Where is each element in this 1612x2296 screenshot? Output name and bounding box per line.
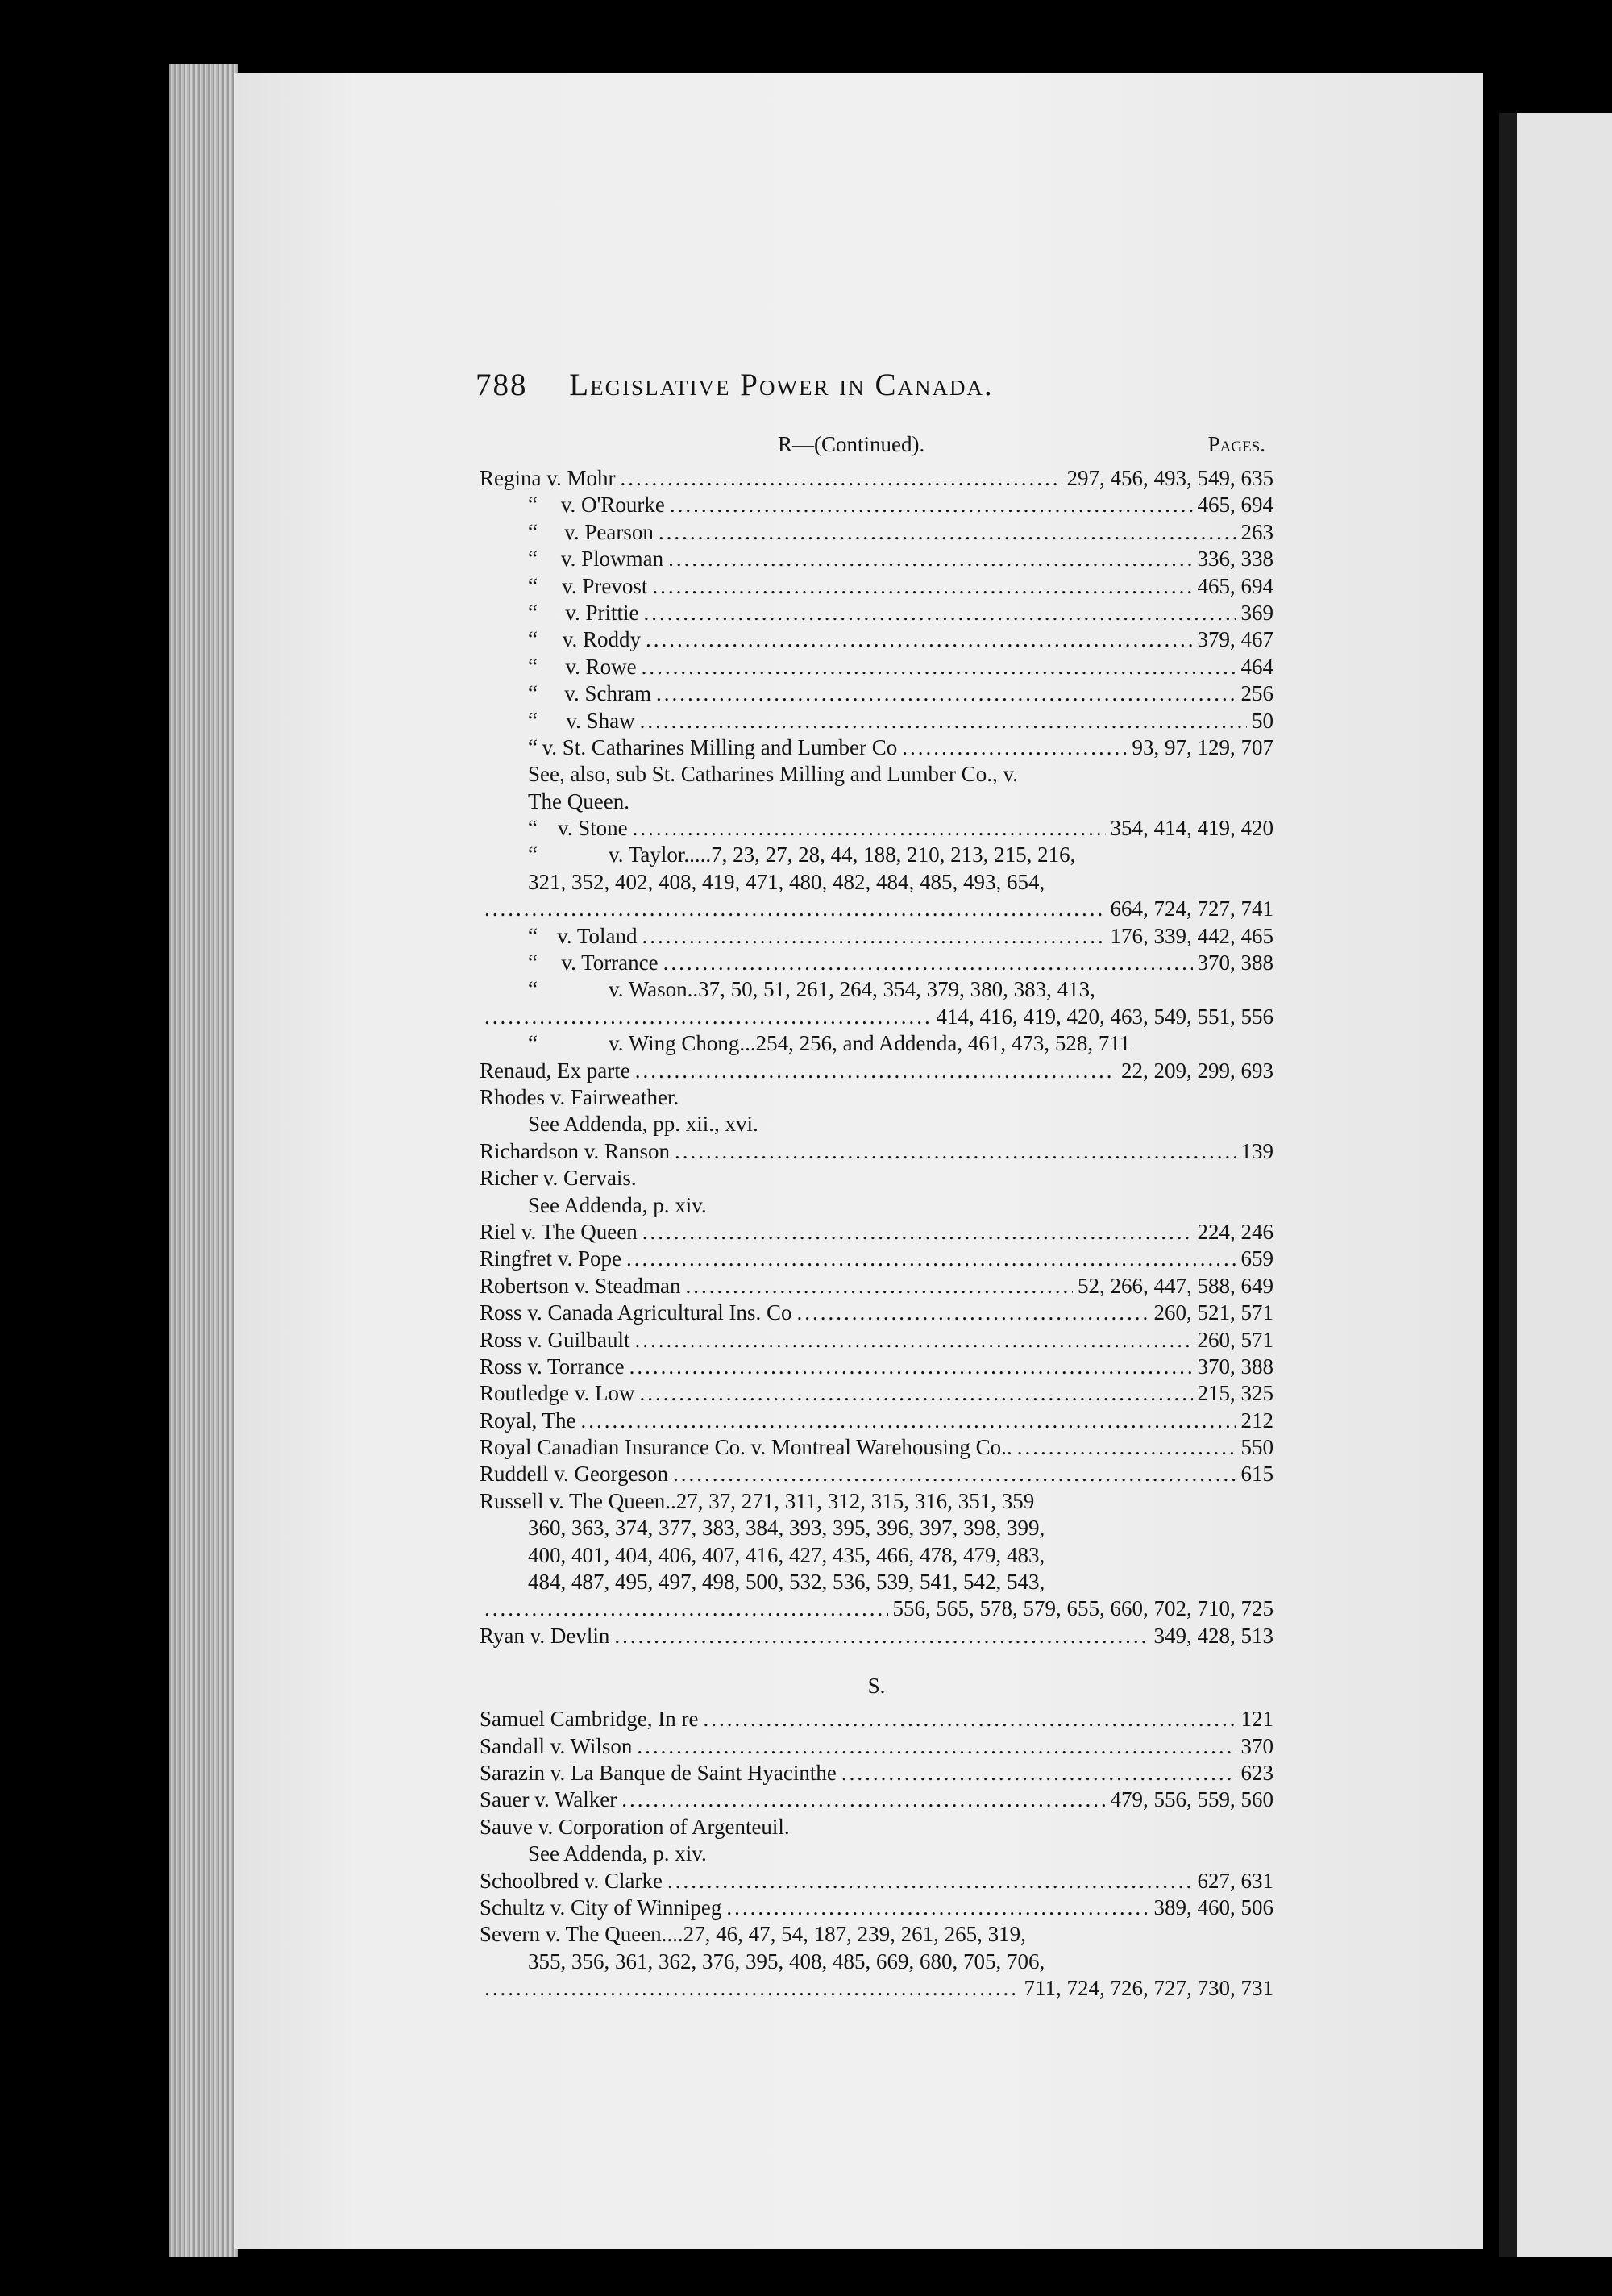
entry-title: Ross v. Torrance — [480, 1354, 625, 1379]
entry-title: Rhodes v. Fairweather. — [480, 1084, 679, 1109]
index-entry — [480, 1058, 1273, 1084]
entry-pages: 615 — [1240, 1462, 1273, 1487]
ditto-mark: “ — [528, 573, 538, 598]
see-reference: See Addenda, pp. xii., xvi. — [528, 1112, 758, 1137]
index-entry — [480, 842, 1273, 868]
ditto-mark: “ — [528, 977, 538, 1002]
index-entry — [480, 1488, 1273, 1515]
ditto-mark: “ — [528, 950, 538, 975]
entry-title: Robertson v. Steadman — [480, 1273, 681, 1298]
leader-dots — [629, 1354, 1193, 1380]
entry-pages: 659 — [1240, 1246, 1273, 1271]
entry-pages: 50 — [1252, 708, 1273, 733]
leader-dots — [580, 1408, 1236, 1434]
leader-dots — [685, 1273, 1073, 1300]
entry-title: v. Toland — [557, 923, 638, 948]
leader-dots — [637, 1733, 1236, 1760]
index-entry — [480, 1921, 1273, 1948]
leader-dots — [902, 734, 1127, 761]
ditto-mark: “ — [528, 681, 538, 706]
index-entry — [480, 600, 1273, 626]
ditto-mark: “ — [528, 654, 538, 679]
leader-dots — [668, 546, 1192, 572]
index-entry — [480, 734, 1273, 761]
entry-pages: 349, 428, 513 — [1153, 1623, 1273, 1648]
entry-title: Ross v. Guilbault — [480, 1327, 630, 1352]
entry-pages: 627, 631 — [1197, 1868, 1273, 1893]
entry-title: v. Torrance — [561, 950, 659, 975]
ditto-mark: “ — [528, 493, 538, 518]
continuation-line: 484, 487, 495, 497, 498, 500, 532, 536, 539, 541, 542, 543, — [528, 1570, 1045, 1595]
page-number: 788 — [476, 368, 528, 402]
index-entry — [480, 1733, 1273, 1760]
index-entry — [480, 1004, 1273, 1030]
continuation-line: 321, 352, 402, 408, 419, 471, 480, 482, 484, 485, 493, 654, — [528, 869, 1045, 894]
entry-title: Russell v. The Queen..27, 37, 271, 311, 312, 315, 316, 351, 359 — [480, 1488, 1035, 1513]
entry-pages: 263 — [1240, 519, 1273, 544]
index-entry — [480, 1327, 1273, 1354]
leader-dots — [796, 1300, 1149, 1326]
entry-title: Royal, The — [480, 1408, 576, 1433]
index-entry — [480, 1814, 1273, 1841]
running-title: Legislative Power in Canada. — [569, 368, 994, 402]
entry-pages: 139 — [1240, 1138, 1273, 1163]
index-entry — [480, 1975, 1273, 2002]
index-entry — [480, 1300, 1273, 1326]
leader-dots — [726, 1895, 1149, 1921]
entry-pages: 414, 416, 419, 420, 463, 549, 551, 556 — [936, 1004, 1273, 1029]
entry-title: Routledge v. Low — [480, 1381, 635, 1406]
entry-title: Regina v. Mohr — [480, 466, 616, 490]
entry-title: Samuel Cambridge, In re — [480, 1707, 699, 1732]
index-entry — [480, 1706, 1273, 1732]
page-edge-stack — [169, 64, 238, 2257]
entry-title: Sauer v. Walker — [480, 1787, 617, 1812]
entry-pages: 465, 694 — [1197, 573, 1273, 598]
entry-pages: 623 — [1240, 1760, 1273, 1785]
entry-title: v. Wason..37, 50, 51, 261, 264, 354, 379, 380, 383, 413, — [609, 977, 1095, 1002]
entry-pages: 711, 724, 726, 727, 730, 731 — [1024, 1976, 1273, 2001]
leader-dots — [484, 1595, 888, 1622]
entry-title: Royal Canadian Insurance Co. v. Montreal Warehousing Co.. — [480, 1435, 1012, 1460]
entry-title: v. Taylor.....7, 23, 27, 28, 44, 188, 210, 213, 215, 216, — [609, 842, 1076, 867]
entry-title: Ross v. Canada Agricultural Ins. Co — [480, 1300, 792, 1325]
leader-dots — [670, 492, 1193, 518]
entry-pages: 121 — [1240, 1707, 1273, 1732]
leader-dots — [621, 1786, 1105, 1813]
index-entry — [480, 1623, 1273, 1649]
index-entry — [480, 1030, 1273, 1057]
see-reference: See Addenda, p. xiv. — [528, 1192, 707, 1217]
leader-dots — [620, 465, 1062, 492]
entry-pages: 370 — [1240, 1733, 1273, 1758]
entry-title: v. Prittie — [565, 600, 639, 625]
continuation-line: The Queen. — [528, 788, 629, 813]
see-reference: See, also, sub St. Catharines Milling and Lumber Co., v. — [528, 762, 1018, 787]
ditto-mark: “ — [528, 708, 538, 733]
leader-dots — [639, 1380, 1192, 1407]
leader-dots — [642, 1219, 1193, 1246]
leader-dots — [614, 1623, 1149, 1649]
continuation-line: 355, 356, 361, 362, 376, 395, 408, 485, 669, 680, 705, 706, — [528, 1949, 1045, 1974]
entry-pages: 464 — [1240, 654, 1273, 679]
entry-pages: 664, 724, 727, 741 — [1110, 896, 1273, 921]
entry-pages: 260, 521, 571 — [1153, 1300, 1273, 1325]
index-entry — [480, 1595, 1273, 1622]
index-entry — [480, 976, 1273, 1003]
entry-pages: 336, 338 — [1197, 547, 1273, 572]
entry-title: v. St. Catharines Milling and Lumber Co — [542, 734, 898, 759]
index-entry — [480, 654, 1273, 680]
entry-pages: 479, 556, 559, 560 — [1110, 1787, 1273, 1812]
leader-dots — [646, 626, 1193, 653]
index-entry — [480, 1246, 1273, 1272]
index-entry — [480, 1354, 1273, 1380]
section-r-header — [480, 431, 1273, 465]
entry-title: Renaud, Ex parte — [480, 1058, 630, 1083]
leader-dots — [841, 1760, 1236, 1786]
entry-pages: 389, 460, 506 — [1153, 1895, 1273, 1920]
index-entry — [480, 815, 1273, 842]
entry-pages: 556, 565, 578, 579, 655, 660, 702, 710, 725 — [892, 1596, 1273, 1621]
leader-dots — [635, 1058, 1116, 1084]
entry-pages: 297, 456, 493, 549, 635 — [1066, 466, 1273, 490]
index-content — [480, 367, 1273, 2002]
index-entry — [480, 1868, 1273, 1895]
leader-dots — [703, 1706, 1236, 1732]
entry-pages: 260, 571 — [1197, 1327, 1273, 1352]
leader-dots — [633, 815, 1106, 842]
index-entry — [480, 950, 1273, 976]
entry-title: v. Schram — [564, 681, 651, 706]
index-entry — [480, 492, 1273, 518]
entry-pages: 369 — [1240, 600, 1273, 625]
pages-column-label: Pages. — [1207, 432, 1265, 456]
ditto-mark: “ — [528, 816, 538, 841]
entry-title: v. Rowe — [565, 654, 637, 679]
leader-dots — [659, 519, 1236, 546]
ditto-mark: “ — [528, 519, 538, 544]
index-entry — [480, 1895, 1273, 1921]
entry-title: v. Stone — [557, 816, 628, 841]
index-entry — [480, 626, 1273, 653]
leader-dots — [640, 708, 1247, 734]
ditto-mark: “ — [528, 1031, 538, 1056]
index-entry — [480, 1434, 1273, 1461]
ditto-mark: “ — [528, 600, 538, 625]
leader-dots — [642, 654, 1236, 680]
entry-pages: 465, 694 — [1197, 493, 1273, 518]
ditto-mark: “ — [528, 627, 538, 652]
leader-dots — [642, 923, 1106, 950]
entry-pages: 370, 388 — [1197, 1354, 1273, 1379]
entry-pages: 354, 414, 419, 420 — [1110, 816, 1273, 841]
entry-title: v. Shaw — [566, 708, 635, 733]
entry-pages: 176, 339, 442, 465 — [1110, 923, 1273, 948]
section-r-heading: R—(Continued). — [778, 432, 925, 456]
entry-title: v. Plowman — [560, 547, 664, 572]
section-r-entries — [480, 465, 1273, 1649]
index-entry — [480, 896, 1273, 922]
see-reference: See Addenda, p. xiv. — [528, 1841, 707, 1866]
leader-dots — [652, 573, 1192, 600]
index-entry — [480, 1380, 1273, 1407]
index-entry — [480, 1165, 1273, 1192]
index-entry — [480, 1408, 1273, 1434]
entry-pages: 379, 467 — [1197, 627, 1273, 652]
index-entry — [480, 1138, 1273, 1165]
facing-page-edge — [1499, 113, 1612, 2257]
entry-title: Richardson v. Ranson — [480, 1138, 670, 1163]
leader-dots — [635, 1327, 1193, 1354]
leader-dots — [673, 1461, 1236, 1487]
entry-title: Sandall v. Wilson — [480, 1733, 633, 1758]
section-s-entries — [480, 1706, 1273, 2002]
entry-title: v. Roddy — [562, 627, 641, 652]
ditto-mark: “ — [528, 842, 538, 867]
entry-pages: 550 — [1240, 1435, 1273, 1460]
entry-pages: 224, 246 — [1197, 1219, 1273, 1244]
leader-dots — [644, 600, 1236, 626]
section-s-heading: S. — [867, 1674, 886, 1699]
entry-title: Riel v. The Queen — [480, 1219, 638, 1244]
index-entry — [480, 1219, 1273, 1246]
index-entry — [480, 1084, 1273, 1111]
leader-dots — [626, 1246, 1236, 1272]
index-entry — [480, 1273, 1273, 1300]
entry-title: Sauve v. Corporation of Argenteuil. — [480, 1814, 790, 1839]
entry-title: Ryan v. Devlin — [480, 1623, 610, 1648]
ditto-mark: “ — [528, 923, 538, 948]
entry-title: Ringfret v. Pope — [480, 1246, 621, 1271]
entry-title: v. Prevost — [562, 573, 648, 598]
continuation-line: 400, 401, 404, 406, 407, 416, 427, 435, 466, 478, 479, 483, — [528, 1542, 1045, 1567]
entry-title: Schoolbred v. Clarke — [480, 1868, 663, 1893]
entry-title: Richer v. Gervais. — [480, 1166, 637, 1191]
entry-title: Schultz v. City of Winnipeg — [480, 1895, 722, 1920]
entry-title: Severn v. The Queen....27, 46, 47, 54, 187, 239, 261, 265, 319, — [480, 1922, 1026, 1947]
entry-pages: 93, 97, 129, 707 — [1132, 734, 1273, 759]
leader-dots — [663, 950, 1193, 976]
entry-title: v. O'Rourke — [560, 493, 665, 518]
index-entry — [480, 573, 1273, 600]
continuation-line: 360, 363, 374, 377, 383, 384, 393, 395, 396, 397, 398, 399, — [528, 1516, 1045, 1541]
entry-pages: 22, 209, 299, 693 — [1121, 1058, 1273, 1083]
index-entry — [480, 923, 1273, 950]
entry-title: Ruddell v. Georgeson — [480, 1462, 668, 1487]
entry-title: v. Wing Chong...254, 256, and Addenda, 461, 473, 528, 711 — [609, 1031, 1131, 1056]
index-entry — [480, 708, 1273, 734]
index-entry — [480, 1461, 1273, 1487]
entry-title: Sarazin v. La Banque de Saint Hyacinthe — [480, 1760, 837, 1785]
ditto-mark: “ — [528, 734, 538, 759]
leader-dots — [484, 896, 1106, 922]
entry-title: v. Pearson — [564, 519, 654, 544]
entry-pages: 370, 388 — [1197, 950, 1273, 975]
leader-dots — [484, 1975, 1020, 2002]
index-entry — [480, 519, 1273, 546]
index-entry — [480, 546, 1273, 572]
leader-dots — [1017, 1434, 1236, 1461]
ditto-mark: “ — [528, 547, 538, 572]
index-entry — [480, 1760, 1273, 1786]
leader-dots — [667, 1868, 1193, 1895]
index-entry — [480, 680, 1273, 707]
leader-dots — [675, 1138, 1236, 1165]
entry-pages: 212 — [1240, 1408, 1273, 1433]
index-entry — [480, 465, 1273, 492]
leader-dots — [484, 1004, 932, 1030]
entry-pages: 215, 325 — [1197, 1381, 1273, 1406]
leader-dots — [656, 680, 1236, 707]
entry-pages: 256 — [1240, 681, 1273, 706]
index-entry — [480, 1786, 1273, 1813]
entry-pages: 52, 266, 447, 588, 649 — [1078, 1273, 1273, 1298]
